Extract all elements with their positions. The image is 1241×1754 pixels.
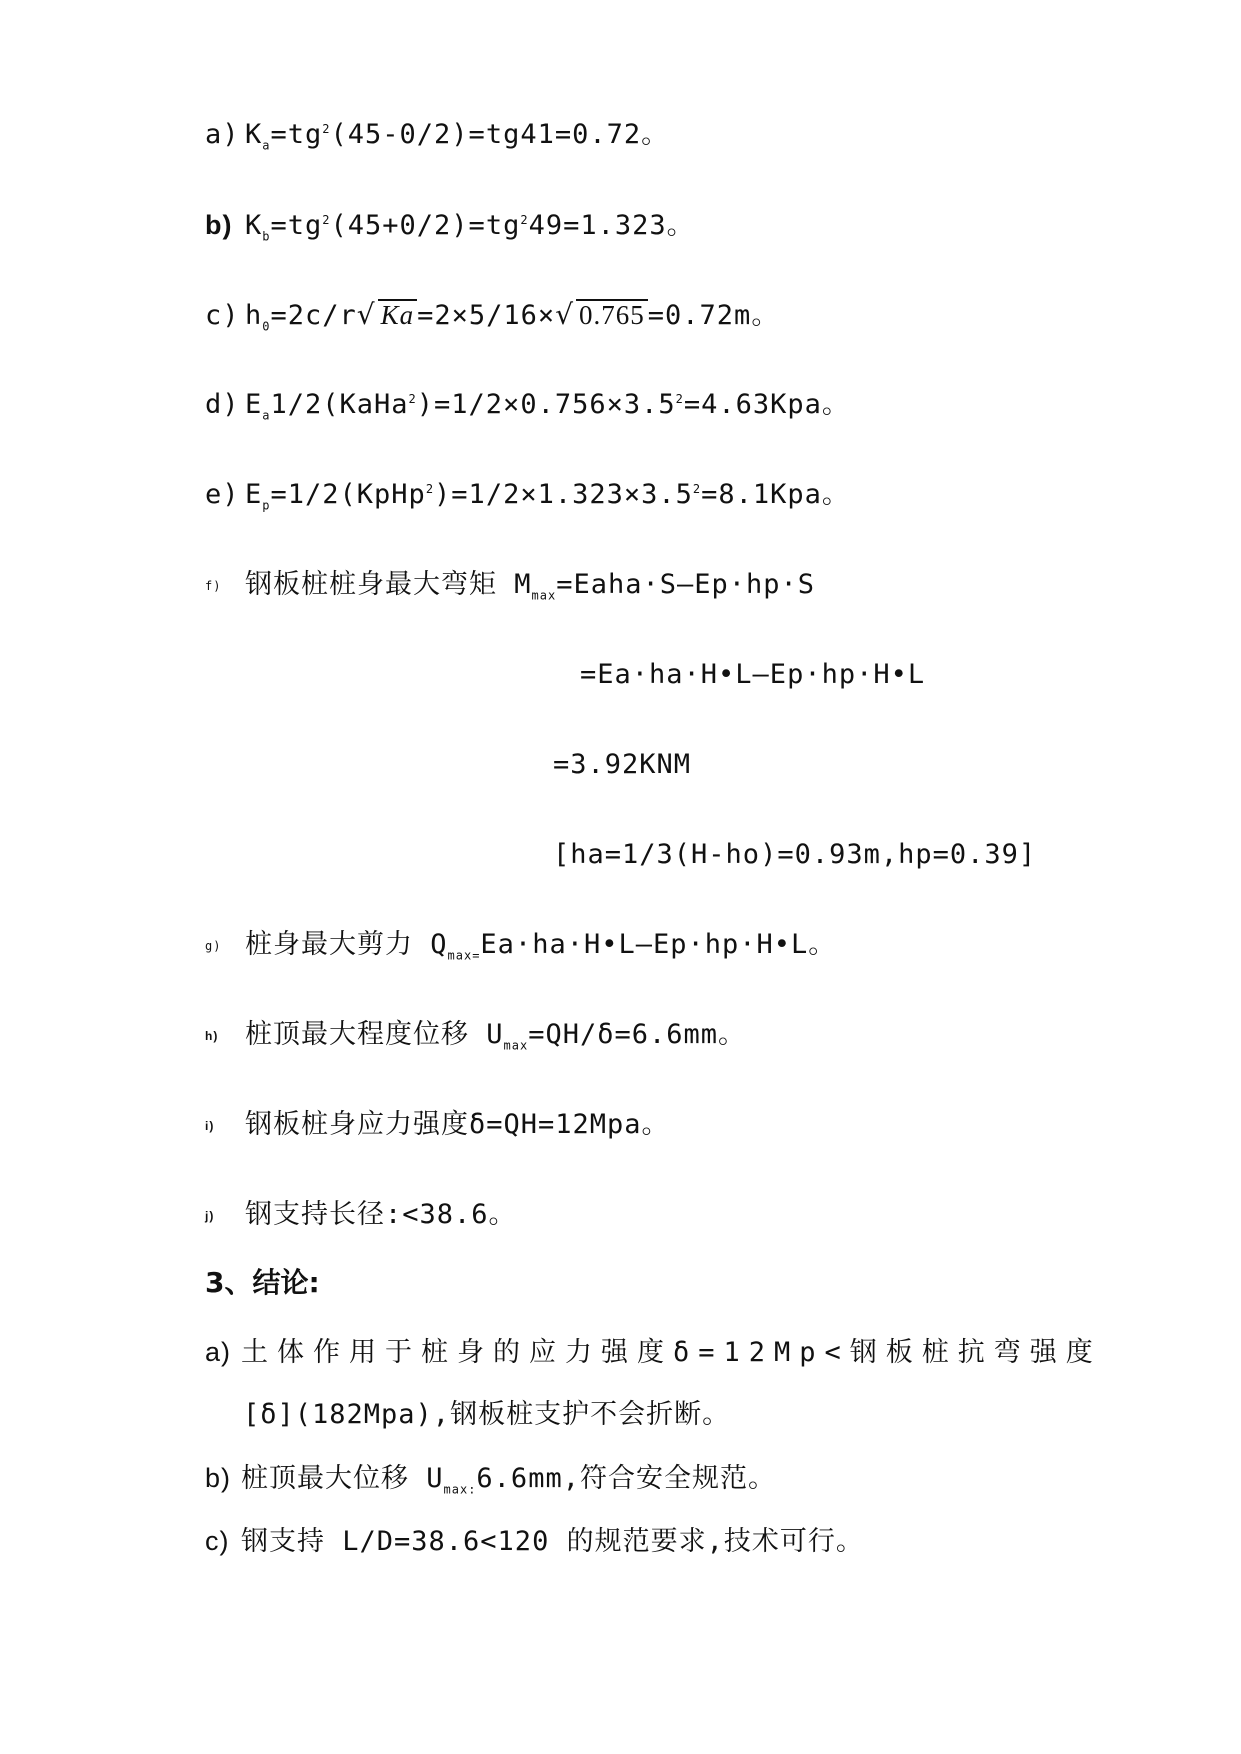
conclusion-a [205, 1335, 1102, 1370]
subscript: a [262, 408, 271, 423]
formula-text: =0.72m。 [647, 300, 780, 331]
formula-text: 钢板桩桩身最大弯矩 M [245, 569, 532, 600]
calc-line-g [205, 928, 836, 963]
formula-text: =2c/r [270, 300, 357, 331]
conclusion-text: 钢支持 L/D=38.6<120 的规范要求,技术可行。 [241, 1526, 864, 1557]
item-label: b) [205, 210, 233, 240]
calc-line-b [205, 208, 695, 243]
formula-text: 桩身最大剪力 Q [245, 929, 448, 960]
superscript: 2 [322, 213, 331, 227]
formula-text: 钢支持长径:<38.6。 [245, 1199, 517, 1230]
radical-sign: √ [555, 298, 575, 331]
formula-text: )=1/2×0.756×3.5 [416, 389, 676, 420]
formula-text: 49=1.323。 [528, 210, 695, 241]
calc-line-j [205, 1198, 517, 1233]
conclusion-text: 6.6mm,符合安全规范。 [476, 1463, 776, 1494]
formula-text: E [245, 479, 263, 510]
item-label: c) [205, 300, 240, 331]
item-label: j) [205, 1208, 215, 1223]
conclusion-a-cont: [δ](182Mpa),钢板桩支护不会折断。 [243, 1399, 731, 1430]
calc-line-f [205, 568, 815, 603]
subscript: max [531, 588, 557, 603]
calc-line-e [205, 478, 850, 512]
calc-line-h [205, 1018, 746, 1053]
formula-text: =8.1Kpa。 [701, 479, 850, 510]
subscript: a [262, 138, 271, 153]
subscript: p [262, 498, 271, 513]
formula-text: =tg [270, 210, 323, 241]
formula-text: )=1/2×1.323×3.5 [434, 479, 693, 510]
calc-line-a [205, 118, 669, 152]
item-label: a) [205, 119, 240, 150]
calc-line-i [205, 1108, 670, 1143]
conclusion-b [205, 1461, 776, 1496]
item-label: g) [205, 938, 222, 953]
conclusion-c [205, 1524, 864, 1559]
formula-text: E [245, 389, 263, 420]
calc-line-d [205, 388, 850, 422]
superscript: 2 [408, 392, 417, 406]
item-label: c) [205, 1526, 230, 1556]
formula-text: K [245, 119, 263, 150]
radicand: Ka [378, 299, 418, 329]
item-label: h) [205, 1028, 219, 1043]
superscript: 2 [520, 213, 529, 227]
formula-text: =4.63Kpa。 [683, 389, 850, 420]
formula-text: h [245, 300, 263, 331]
formula-text: 桩顶最大程度位移 U [245, 1019, 504, 1050]
subscript: 0 [262, 319, 271, 334]
calc-continuation-3: [ha=1/3(H-ho)=0.93m,hp=0.39] [553, 839, 1037, 870]
formula-text: Ea·ha·H•L—Ep·hp·H•L。 [480, 929, 837, 960]
formula-text: =2×5/16× [417, 300, 556, 331]
radicand: 0.765 [576, 299, 648, 329]
formula-text: =1/2(KpHp [270, 479, 426, 510]
conclusion-text: 桩顶最大位移 U [241, 1463, 444, 1494]
section-heading: 3、结论: [205, 1266, 320, 1299]
formula-text: (45+0/2)=tg [330, 210, 521, 241]
subscript: max= [447, 948, 481, 963]
subscript: max [503, 1038, 529, 1053]
item-label: b) [205, 1463, 232, 1493]
radical-sign: √ [356, 298, 376, 331]
formula-text: =QH/δ=6.6mm。 [528, 1019, 747, 1050]
superscript: 2 [675, 392, 684, 406]
item-label: d) [205, 389, 240, 420]
superscript: 2 [425, 482, 435, 496]
formula-text: 1/2(KaHa [270, 389, 409, 420]
conclusion-text: 土体作用于桩身的应力强度δ=12Mp<钢板桩抗弯强度 [241, 1337, 1102, 1368]
item-label: a) [205, 1337, 232, 1367]
subscript: b [262, 229, 271, 244]
formula-text: =tg [270, 119, 323, 150]
superscript: 2 [692, 482, 702, 496]
item-label: f) [205, 578, 222, 593]
calc-continuation-1: =Ea·ha·H•L—Ep·hp·H•L [580, 659, 926, 690]
superscript: 2 [322, 122, 331, 136]
formula-text: =Eaha·S—Ep·hp·S [556, 569, 816, 600]
formula-text: (45-0/2)=tg41=0.72。 [330, 119, 670, 150]
item-label: i) [205, 1118, 215, 1133]
item-label: e) [205, 479, 240, 510]
formula-text: K [245, 210, 263, 241]
subscript: max: [443, 1482, 477, 1497]
calc-continuation-2: =3.92KNM [553, 749, 692, 780]
formula-text: 钢板桩身应力强度δ=QH=12Mpa。 [245, 1109, 670, 1140]
calc-line-c [205, 298, 779, 333]
